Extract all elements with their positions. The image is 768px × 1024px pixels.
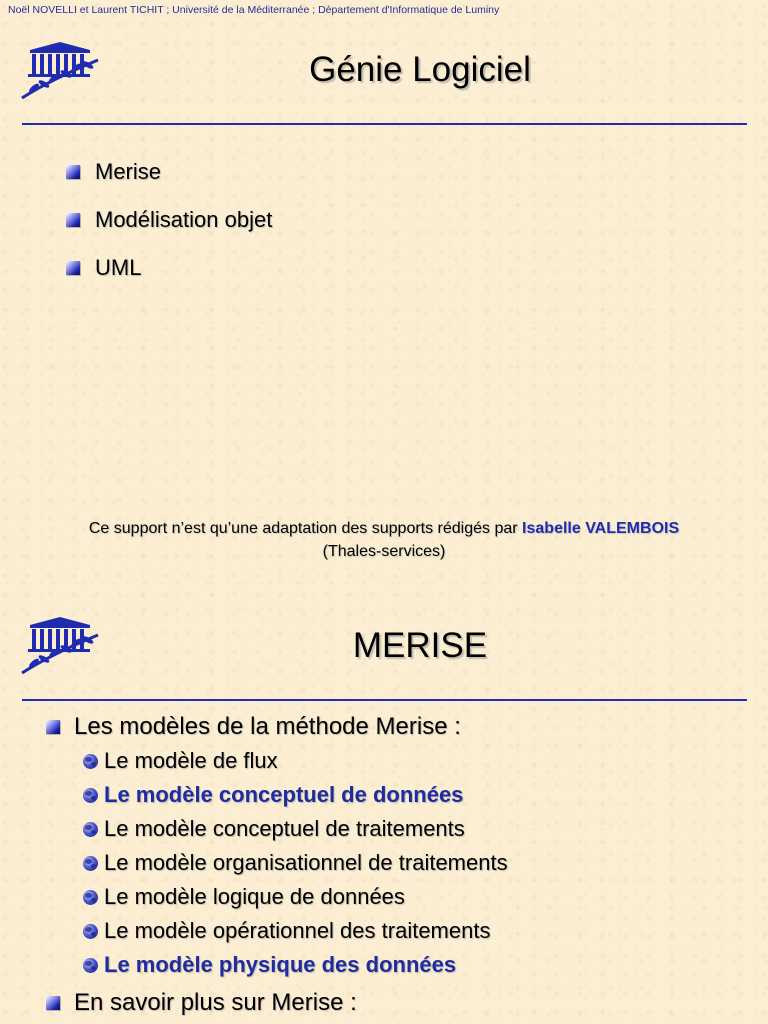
topic-label: Merise xyxy=(95,159,162,184)
sub-list-item xyxy=(46,812,508,846)
list-item xyxy=(46,710,508,744)
globe-bullet-icon xyxy=(83,890,98,905)
globe-bullet-icon xyxy=(83,788,98,803)
topic-label: Modélisation objet xyxy=(95,207,273,232)
globe-bullet-icon xyxy=(83,822,98,837)
square-bullet-icon xyxy=(66,213,80,227)
slide1-topic-list xyxy=(66,148,272,292)
slide2-title: MERISE xyxy=(352,626,488,665)
square-bullet-icon xyxy=(66,165,80,179)
slide1-title: Génie Logiciel xyxy=(309,50,531,89)
main-item-label: Les modèles de la méthode Merise : xyxy=(74,713,461,740)
caption-line xyxy=(0,517,768,540)
sub-item-label: Le modèle conceptuel de données xyxy=(104,782,464,807)
slide2-divider xyxy=(22,699,747,701)
sub-item-label: Le modèle opérationnel des traitements xyxy=(104,918,491,943)
slide2-content-list xyxy=(46,710,508,1020)
caption-affiliation: (Thales-services) xyxy=(322,543,446,560)
sub-item-label: Le modèle organisationnel de traitements xyxy=(104,850,508,875)
sub-list-item xyxy=(46,744,508,778)
globe-bullet-icon xyxy=(83,856,98,871)
globe-bullet-icon xyxy=(83,924,98,939)
university-logo-icon xyxy=(20,615,102,675)
globe-bullet-icon xyxy=(83,958,98,973)
slide1-divider xyxy=(22,123,747,125)
main-item-label: En savoir plus sur Merise : xyxy=(74,989,357,1016)
square-bullet-icon xyxy=(66,261,80,275)
sub-item-label: Le modèle de flux xyxy=(104,748,278,773)
slide1-caption xyxy=(0,517,768,563)
list-item xyxy=(46,986,508,1020)
list-item xyxy=(66,148,272,196)
list-item xyxy=(66,244,272,292)
sub-list-item xyxy=(46,778,508,812)
sub-list-item xyxy=(46,948,508,982)
sub-list-item xyxy=(46,880,508,914)
caption-author: Isabelle VALEMBOIS xyxy=(522,520,680,537)
sub-item-label: Le modèle conceptuel de traitements xyxy=(104,816,465,841)
square-bullet-icon xyxy=(46,720,60,734)
sub-item-label: Le modèle physique des données xyxy=(104,952,457,977)
university-logo-icon xyxy=(20,40,102,100)
sub-list-item xyxy=(46,914,508,948)
sub-list-item xyxy=(46,846,508,880)
topic-label: UML xyxy=(95,255,142,280)
header-credit: Noël NOVELLI et Laurent TICHIT ; Université de la Méditerranée ; Département d'Informatique de Luminy xyxy=(8,4,500,16)
square-bullet-icon xyxy=(46,996,60,1010)
globe-bullet-icon xyxy=(83,754,98,769)
sub-item-label: Le modèle logique de données xyxy=(104,884,405,909)
list-item xyxy=(66,196,272,244)
caption-text: Ce support n’est qu’une adaptation des supports rédigés par xyxy=(88,520,523,537)
